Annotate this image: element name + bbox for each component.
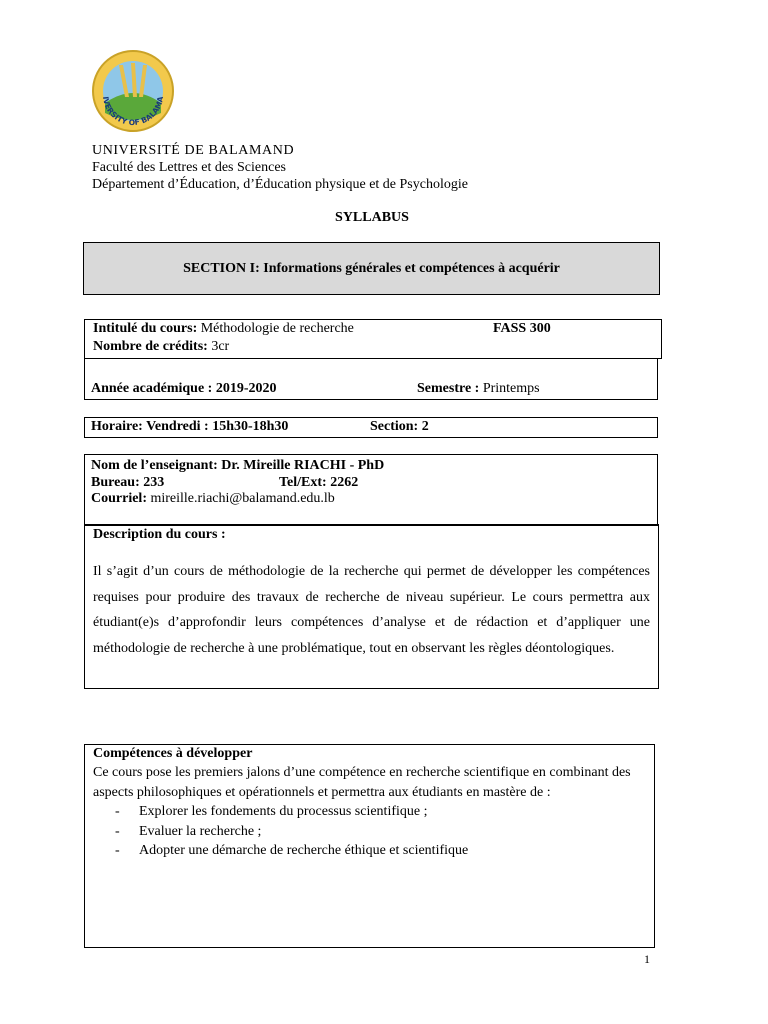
phone-ext: Tel/Ext: 2262 bbox=[279, 475, 359, 490]
competences-box bbox=[84, 744, 655, 948]
document-title: SYLLABUS bbox=[335, 210, 409, 225]
instructor-box bbox=[84, 454, 658, 526]
description-text: Il s’agit d’un cours de méthodologie de la recherche qui permet de développer les compétences requises pour produire des travaux de recherche de niveau supérieur. Le cours permettra aux étudiant(e)s d’approfondir leurs compétences d’analyse et de rédaction et d’appliquer une méthodologie de recherche à une problématique, tout en observant les règles déontologiques. bbox=[93, 564, 650, 656]
competences-list bbox=[93, 802, 646, 861]
logo-text: IVERSITY OF BALAMA bbox=[101, 95, 166, 128]
description-heading: Description du cours : bbox=[93, 527, 226, 542]
page-number: 1 bbox=[644, 952, 650, 966]
instructor-name: Nom de l’enseignant: Dr. Mireille RIACHI - PhD bbox=[91, 458, 385, 473]
course-title-label: Intitulé du cours: bbox=[93, 321, 198, 336]
department-name: Département d’Éducation, d’Éducation physique et de Psychologie bbox=[92, 177, 468, 192]
credits-label: Nombre de crédits: bbox=[93, 339, 208, 354]
semester-row bbox=[417, 381, 540, 397]
list-item: - Evaluer la recherche ; bbox=[115, 823, 262, 839]
course-code: FASS 300 bbox=[493, 321, 551, 336]
list-item: - Explorer les fondements du processus scientifique ; bbox=[115, 804, 428, 819]
university-logo bbox=[91, 47, 175, 135]
email-value: mireille.riachi@balamand.edu.lb bbox=[150, 491, 335, 506]
competences-intro: Ce cours pose les premiers jalons d’une compétence en recherche scientifique en combinant des aspects philosophiques et opérationnels et permettra aux étudiants en mastère de : bbox=[93, 765, 631, 800]
description-box bbox=[84, 524, 659, 689]
office: Bureau: 233 bbox=[91, 475, 165, 490]
semester-value: Printemps bbox=[482, 381, 540, 396]
section-title: SECTION I: Informations générales et compétences à acquérir bbox=[183, 260, 560, 276]
email-label: Courriel: bbox=[91, 491, 147, 506]
schedule-box bbox=[84, 417, 658, 438]
semester-label: Semestre : bbox=[417, 381, 480, 396]
university-name: UNIVERSITÉ DE BALAMAND bbox=[92, 143, 295, 158]
list-item: - Adopter une démarche de recherche éthique et scientifique bbox=[115, 843, 469, 858]
course-title-value: Méthodologie de recherche bbox=[200, 321, 354, 336]
faculty-name: Faculté des Lettres et des Sciences bbox=[92, 160, 286, 175]
credits-value: 3cr bbox=[211, 339, 230, 354]
competences-heading: Compétences à développer bbox=[93, 746, 253, 761]
section-heading-box bbox=[83, 242, 660, 295]
academic-year-box bbox=[84, 358, 658, 400]
schedule-time: Horaire: Vendredi : 15h30-18h30 bbox=[91, 419, 289, 434]
competences-content bbox=[93, 745, 646, 861]
academic-year: Année académique : 2019-2020 bbox=[91, 381, 277, 396]
email-row bbox=[91, 491, 335, 507]
section-number: Section: 2 bbox=[370, 419, 429, 434]
credits-row bbox=[93, 339, 229, 355]
logo-emblem-icon bbox=[91, 47, 175, 135]
course-info-box bbox=[84, 319, 662, 359]
letterhead bbox=[92, 142, 468, 193]
course-title-row bbox=[93, 321, 354, 337]
